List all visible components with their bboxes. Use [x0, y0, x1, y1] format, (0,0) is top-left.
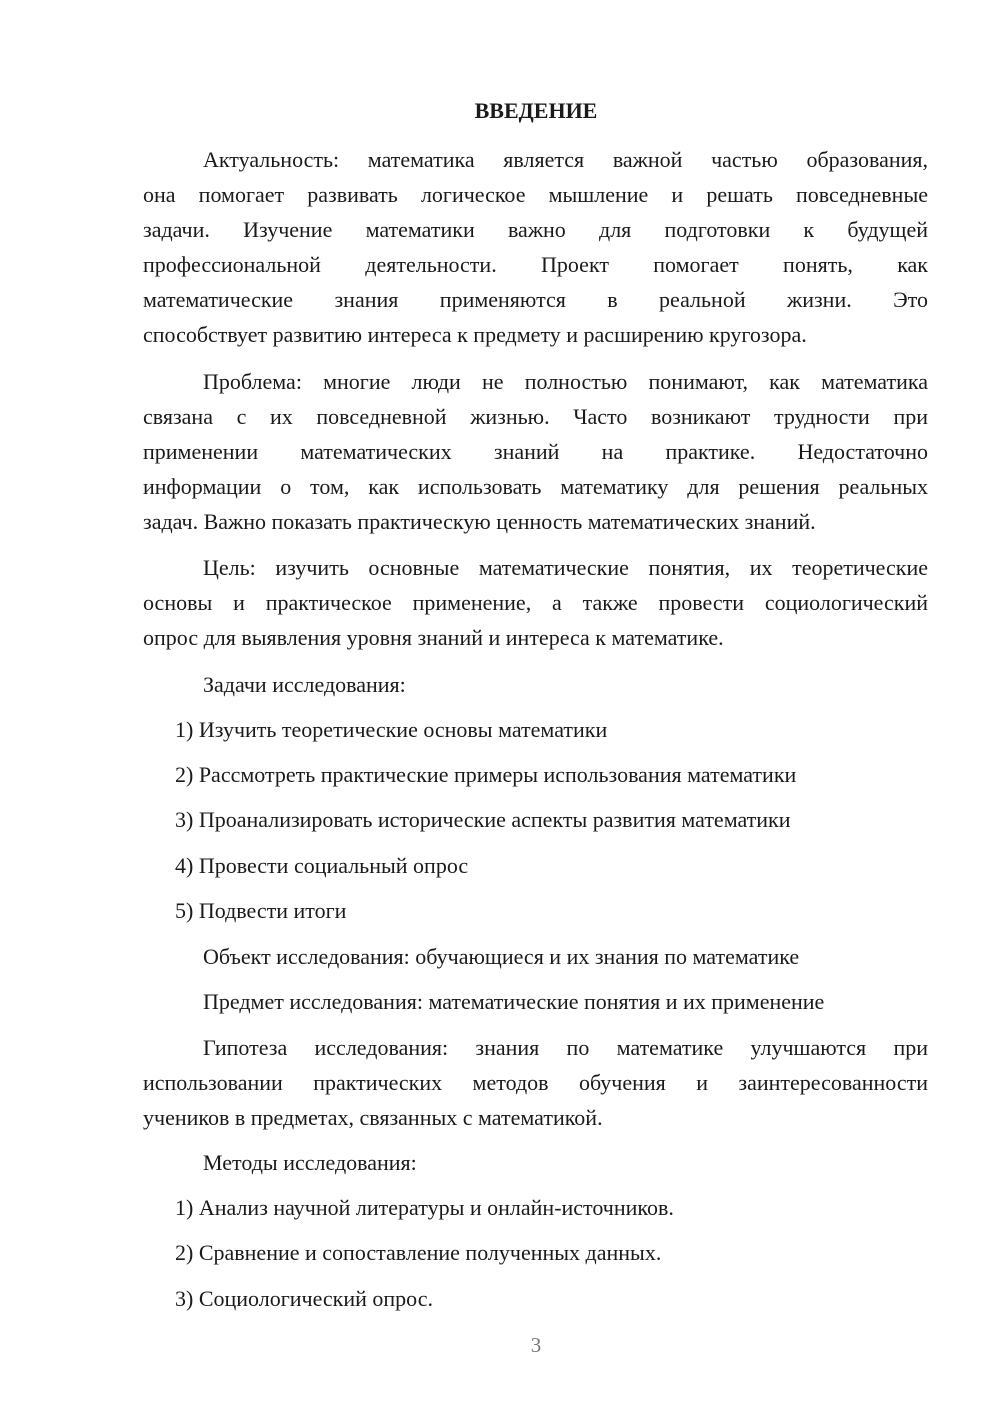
research-subject: Предмет исследования: математические понятия и их применение [203, 989, 825, 1014]
task-item: 5) Подвести итоги [175, 898, 347, 923]
text-line: использовании практических методов обучения и заинтересованности [143, 1070, 928, 1095]
text-line: Актуальность: математика является важной частью образования, [203, 147, 928, 172]
text-line: информации о том, как использовать математику для решения реальных [143, 474, 928, 499]
methods-heading: Методы исследования: [203, 1150, 417, 1175]
text-line: задач. Важно показать практическую ценность математических знаний. [143, 509, 816, 534]
method-item: 2) Сравнение и сопоставление полученных данных. [175, 1240, 662, 1265]
text-line: основы и практическое применение, а также провести социологический [143, 590, 928, 615]
text-line: способствует развитию интереса к предмету и расширению кругозора. [143, 322, 807, 347]
text-line: применении математических знаний на практике. Недостаточно [143, 439, 928, 464]
paragraph-goal [143, 550, 928, 655]
text-line: задачи. Изучение математики важно для подготовки к будущей [143, 217, 928, 242]
text-line: опрос для выявления уровня знаний и интереса к математике. [143, 625, 724, 650]
section-title: ВВЕДЕНИЕ [474, 98, 598, 123]
task-item: 1) Изучить теоретические основы математики [175, 717, 608, 742]
tasks-heading: Задачи исследования: [203, 672, 406, 697]
text-line: учеников в предметах, связанных с математикой. [143, 1105, 603, 1130]
task-item: 3) Проанализировать исторические аспекты развития математики [175, 807, 791, 832]
paragraph-hypothesis [143, 1030, 928, 1135]
method-item: 3) Социологический опрос. [175, 1286, 433, 1311]
text-line: математические знания применяются в реальной жизни. Это [143, 287, 928, 312]
text-line: она помогает развивать логическое мышление и решать повседневные [143, 182, 928, 207]
task-item: 2) Рассмотреть практические примеры использования математики [175, 762, 797, 787]
task-item: 4) Провести социальный опрос [175, 853, 469, 878]
page-number: 3 [530, 1333, 542, 1357]
text-line: профессиональной деятельности. Проект помогает понять, как [143, 252, 928, 277]
research-object: Объект исследования: обучающиеся и их знания по математике [203, 944, 800, 969]
text-line: Цель: изучить основные математические понятия, их теоретические [203, 555, 928, 580]
method-item: 1) Анализ научной литературы и онлайн-источников. [175, 1195, 674, 1220]
text-line: связана с их повседневной жизнью. Часто возникают трудности при [143, 404, 928, 429]
text-line: Проблема: многие люди не полностью понимают, как математика [203, 369, 928, 394]
paragraph-relevance [143, 142, 928, 352]
paragraph-problem [143, 364, 928, 539]
text-line: Гипотеза исследования: знания по математике улучшаются при [203, 1035, 928, 1060]
